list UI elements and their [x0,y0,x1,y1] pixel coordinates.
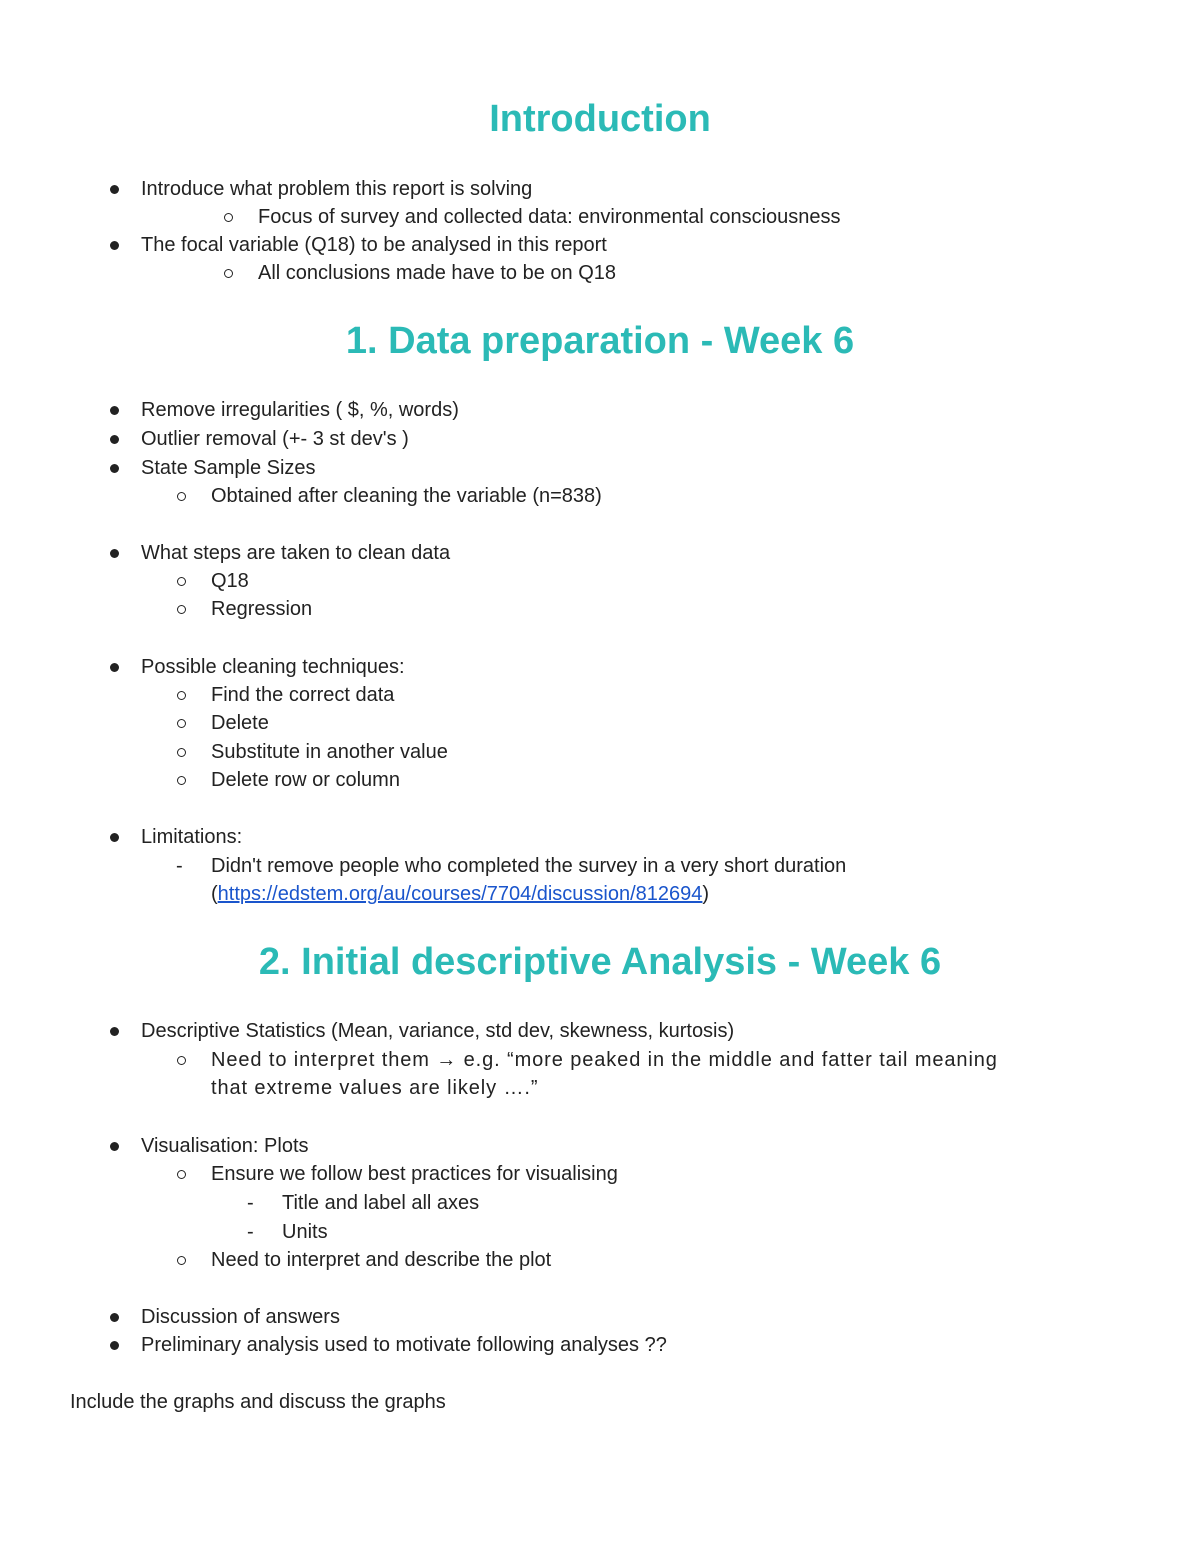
link-line [211,880,709,908]
circle-bullet-icon [177,1170,186,1179]
list-item: The focal variable (Q18) to be analysed in this report [141,234,607,256]
heading-data-preparation: 1. Data preparation - Week 6 [345,320,855,362]
dash-bullet-icon: - [247,1192,254,1214]
list-subitem: Delete [211,712,269,734]
circle-bullet-icon [177,492,186,501]
list-subitem: Need to interpret and describe the plot [211,1249,552,1271]
circle-bullet-icon [177,605,186,614]
list-subsubitem: Title and label all axes [282,1192,480,1214]
list-item: Limitations: [141,826,243,848]
list-subitem: Ensure we follow best practices for visualising [211,1163,618,1185]
list-item: State Sample Sizes [141,457,316,479]
bullet-icon [110,1313,119,1322]
bullet-icon [110,833,119,842]
bullet-icon [110,1142,119,1151]
list-item: Visualisation: Plots [141,1135,309,1157]
bullet-icon [110,1341,119,1350]
list-subitem: Need to interpret them → e.g. “more peaked in the middle and fatter tail meaning [211,1049,998,1071]
bullet-icon [110,185,119,194]
bullet-icon [110,663,119,672]
list-item: What steps are taken to clean data [141,542,451,564]
circle-bullet-icon [177,1256,186,1265]
list-subitem: Substitute in another value [211,741,448,763]
paren-open: ( [211,883,218,905]
heading-descriptive-analysis: 2. Initial descriptive Analysis - Week 6 [258,941,942,983]
circle-bullet-icon [177,691,186,700]
circle-bullet-icon [177,577,186,586]
list-subsubitem: Units [282,1221,328,1243]
list-subitem: Obtained after cleaning the variable (n=838) [211,485,602,507]
list-item: Outlier removal (+- 3 st dev's ) [141,428,409,450]
circle-bullet-icon [177,1056,186,1065]
list-item: Descriptive Statistics (Mean, variance, std dev, skewness, kurtosis) [141,1020,735,1042]
list-item: Remove irregularities ( $, %, words) [141,399,459,421]
list-subitem: Delete row or column [211,769,400,791]
dash-bullet-icon: - [176,855,183,877]
paren-close: ) [702,883,710,905]
list-subitem: All conclusions made have to be on Q18 [258,262,616,284]
circle-bullet-icon [224,213,233,222]
list-subitem: Didn't remove people who completed the survey in a very short duration [211,855,847,877]
circle-bullet-icon [177,776,186,785]
list-item: Possible cleaning techniques: [141,656,405,678]
circle-bullet-icon [177,719,186,728]
list-subitem: Regression [211,598,313,620]
list-subitem: Focus of survey and collected data: environmental consciousness [258,206,841,228]
bullet-icon [110,464,119,473]
dash-bullet-icon: - [247,1221,254,1243]
list-subitem: Find the correct data [211,684,395,706]
circle-bullet-icon [177,748,186,757]
bullet-icon [110,241,119,250]
circle-bullet-icon [224,269,233,278]
heading-introduction: Introduction [489,98,711,140]
bullet-icon [110,435,119,444]
list-item: Discussion of answers [141,1306,340,1328]
list-item: Preliminary analysis used to motivate following analyses ?? [141,1334,667,1356]
footer-note: Include the graphs and discuss the graphs [70,1391,446,1413]
bullet-icon [110,406,119,415]
list-item: Introduce what problem this report is solving [141,178,533,200]
list-subitem-continuation: that extreme values are likely ….” [211,1077,539,1099]
bullet-icon [110,549,119,558]
bullet-icon [110,1027,119,1036]
discussion-link[interactable]: https://edstem.org/au/courses/7704/discussion/812694 [217,883,703,905]
list-subitem: Q18 [211,570,249,592]
